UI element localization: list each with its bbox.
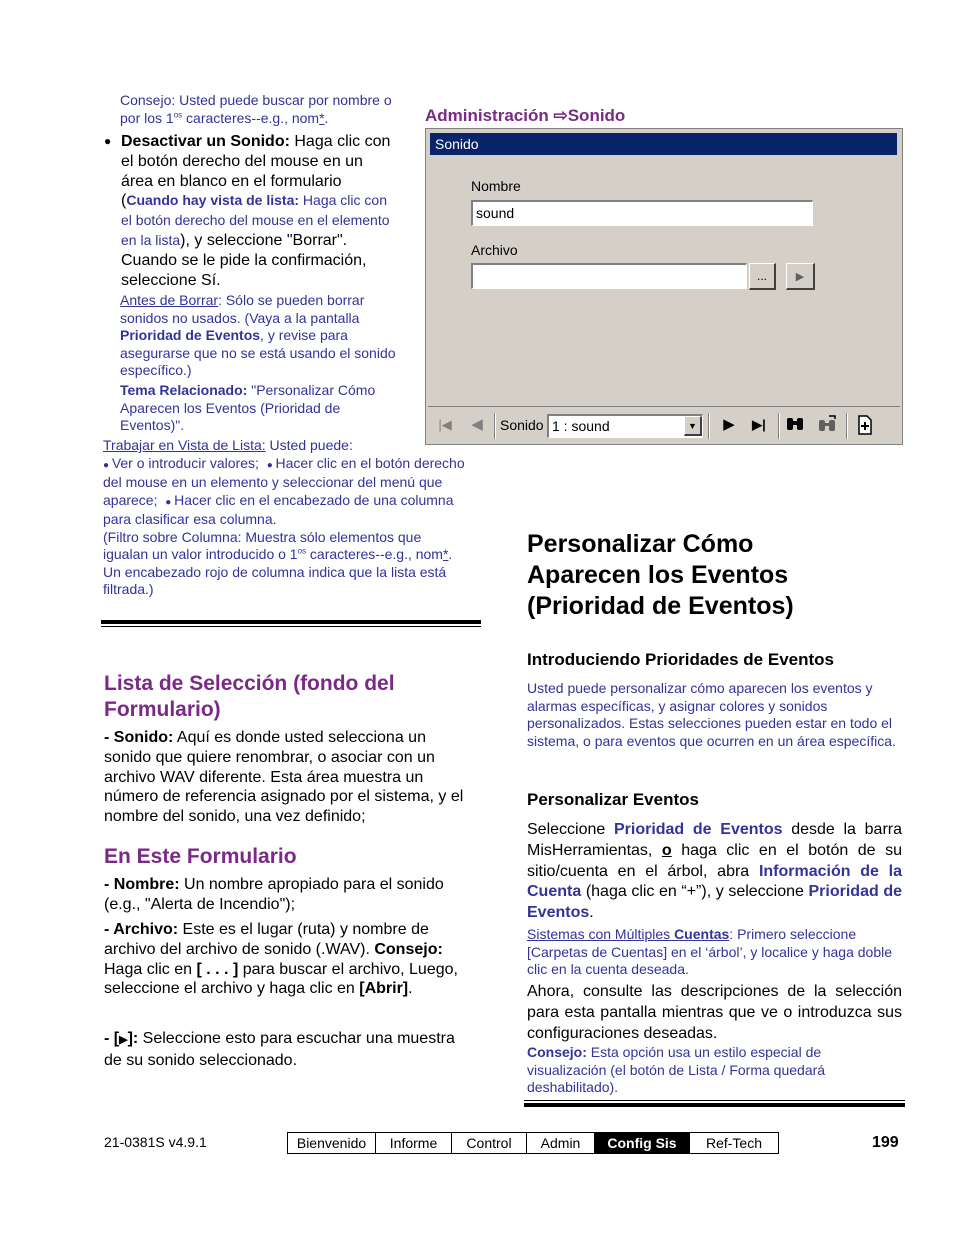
sound-dialog — [425, 128, 903, 445]
doc-id: 21-0381S v4.9.1 — [104, 1134, 207, 1150]
nav-report[interactable]: Informe — [376, 1133, 452, 1153]
divider — [101, 626, 481, 627]
disable-sound-bullet: ● Desactivar un Sonido: Haga clic con el botón derecho del mouse en un área en blanco en el formulario (Cuando hay vista de lista: Haga clic con el botón derecho del mouse en el elemento en la lista), y seleccione "Borrar". Cuando se le pide la confirmación, seleccione Sí. — [104, 133, 391, 289]
related-topic-tip: Tema Relacionado: "Personalizar Cómo Aparecen los Eventos (Prioridad de Eventos)". — [120, 382, 376, 433]
before-delete-link[interactable]: Antes de Borrar — [120, 292, 219, 308]
name-description: - Nombre: Un nombre apropiado para el sonido (e.g., "Alerta de Incendio"); — [104, 876, 444, 913]
dialog-title: Sonido — [430, 133, 897, 155]
arrow-icon: ⇨ — [553, 106, 568, 125]
binoculars-icon[interactable] — [784, 415, 806, 435]
play-icon: ▶ — [795, 271, 805, 283]
name-label: Nombre — [471, 178, 521, 194]
toolbar-separator — [846, 413, 848, 439]
before-delete-tip: Antes de Borrar: Sólo se pueden borrar sonidos no usados. (Vaya a la pantalla Prioridad de Eventos, y revise para asegurarse que no se está usando el sonido específico.) — [120, 292, 396, 378]
previous-record-icon[interactable]: ◀ — [471, 416, 483, 433]
play-icon: ▶ — [119, 1034, 128, 1046]
nav-control[interactable]: Control — [452, 1133, 527, 1153]
list-view-link[interactable]: Trabajar en Vista de Lista: — [103, 437, 266, 453]
toolbar-separator — [778, 413, 780, 439]
toolbar-sound-label: Sonido — [500, 417, 544, 433]
new-record-icon[interactable] — [854, 415, 876, 435]
divider — [524, 1100, 905, 1101]
page-title: Personalizar Cómo Aparecen los Eventos (Prioridad de Eventos) — [527, 530, 794, 620]
sound-description: - Sonido: Aquí es donde usted selecciona un sonido que quiere renombrar, o asociar con un archivo WAV diferente. Esta área muestra un número de referencia asignado por el sistema, y el nombre del sonido, una vez definido; — [104, 729, 464, 826]
file-input[interactable] — [471, 263, 747, 289]
list-view-tip: Trabajar en Vista de Lista: Usted puede: ● Ver o introducir valores; ● Hacer clic en el botón derecho del mouse en un elemento y seleccionar del menú que aparece; ● Hacer clic en el encabezado de una columna para clasificar esa columna. (Filtro sobre Columna: Muestra sólo elementos que igualan un valor introducido o $1^{os}$ caracteres--e.g., nom*. Un encabezado rojo de columna indica que la lista está filtrada.) — [103, 437, 465, 597]
page-number: 199 — [872, 1134, 899, 1151]
browse-button[interactable]: ... — [749, 263, 776, 290]
divider — [101, 620, 481, 624]
file-description: - Archivo: Este es el lugar (ruta) y nombre de archivo del archivo de sonido (.WAV). Consejo: Haga clic en [ . . . ] para buscar el archivo, Luego, seleccione el archivo y haga clic en [Abrir]. — [104, 921, 458, 998]
customize-instructions: Seleccione Prioridad de Eventos desde la barra MisHerramientas, o haga clic en el botón de su sitio/cuenta en el árbol, abra Información de la Cuenta (haga clic en “+”), y seleccione Prioridad de Eventos. — [527, 821, 902, 922]
toolbar-separator — [494, 413, 496, 439]
record-toolbar — [428, 406, 900, 442]
find-next-icon[interactable] — [816, 415, 838, 435]
multi-account-tip: Sistemas con Múltiples Cuentas: Primero seleccione [Carpetas de Cuentas] en el ‘árbol’, y localice y haga doble clic en la cuenta deseada. — [527, 926, 892, 977]
nav-config-sis[interactable]: Config Sis — [595, 1133, 690, 1153]
dropdown-icon[interactable]: ▼ — [684, 416, 702, 436]
multi-account-link[interactable]: Sistemas con Múltiples Cuentas — [527, 926, 730, 942]
customize-heading: Personalizar Eventos — [527, 790, 699, 809]
play-description: - [▶]: Seleccione esto para escuchar una muestra de su sonido seleccionado. — [104, 1030, 455, 1069]
first-record-icon[interactable]: |◀ — [438, 417, 452, 432]
intro-heading: Introduciendo Prioridades de Eventos — [527, 650, 834, 669]
divider — [524, 1103, 905, 1107]
now-consult-text: Ahora, consulte las descripciones de la selección para esta pantalla mientras que ve o introduzca sus configuraciones deseadas. — [527, 983, 902, 1042]
selection-list-heading: Lista de Selección (fondo del Formulario) — [104, 672, 395, 721]
bullet-icon: ● — [104, 134, 112, 148]
toolbar-separator — [708, 413, 710, 439]
nav-welcome[interactable]: Bienvenido — [288, 1133, 376, 1153]
last-record-icon[interactable]: ▶| — [752, 417, 766, 432]
file-label: Archivo — [471, 242, 518, 258]
breadcrumb: Administración ⇨Sonido — [425, 106, 626, 125]
play-button[interactable] — [786, 263, 815, 290]
nav-admin[interactable]: Admin — [527, 1133, 595, 1153]
intro-text: Usted puede personalizar cómo aparecen los eventos y alarmas específicas, y asignar colores y sonidos personalizados. Estas selecciones pueden estar en todo el sistema, o para eventos que ocurren en un área específica. — [527, 680, 896, 749]
name-input[interactable]: sound — [471, 200, 813, 226]
next-record-icon[interactable]: ▶ — [723, 416, 735, 433]
display-tip: Consejo: Esta opción usa un estilo especial de visualización (el botón de Lista / Forma quedará deshabilitado). — [527, 1044, 826, 1095]
nav-ref-tech[interactable]: Ref-Tech — [705, 1135, 763, 1151]
form-heading: En Este Formulario — [104, 845, 297, 868]
footer-nav — [287, 1132, 779, 1154]
search-tip: Consejo: Usted puede buscar por nombre o por los $1^{os}$ caracteres--e.g., nom*. — [120, 92, 392, 126]
sound-select[interactable]: 1 : sound ▼ — [547, 414, 703, 438]
